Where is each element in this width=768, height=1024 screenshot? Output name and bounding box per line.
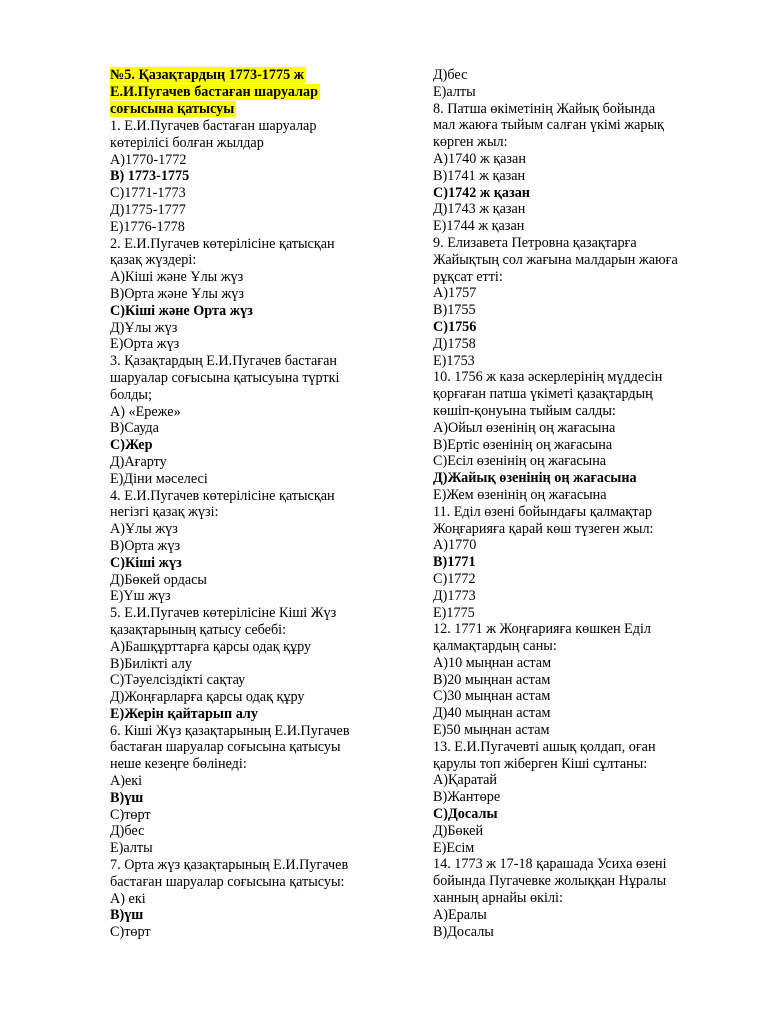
- title-line: соғысына қатысуы: [110, 101, 235, 117]
- text-line: В)Ертіс өзенінің оң жағасына: [433, 436, 613, 453]
- text-line: С)төрт: [110, 924, 151, 941]
- right-question-list: [433, 67, 723, 940]
- text-line: 7. Орта жүз қазақтарының Е.И.Пугачев: [110, 857, 349, 874]
- text-line: В)Орта және Ұлы жүз: [110, 285, 244, 302]
- text-line: мал жаюға тыйым салған үкімі жарық: [433, 117, 664, 134]
- text-line: 9. Елизавета Петровна қазақтарға: [433, 234, 637, 251]
- text-line: Е)1775: [433, 604, 475, 621]
- text-line: Е)Орта жүз: [110, 336, 180, 353]
- text-line: Е)50 мыңнан астам: [433, 722, 550, 739]
- text-line: бастаған шаруалар соғысына қатысуы: [110, 739, 341, 756]
- correct-answer-line: В)үш: [110, 789, 144, 806]
- text-line: Д)Жоңғарларға қарсы одақ құру: [110, 689, 305, 706]
- text-line: С)1771-1773: [110, 185, 186, 202]
- text-line: А)1740 ж қазан: [433, 150, 526, 167]
- text-line: Е)Жем өзенінің оң жағасына: [433, 486, 607, 503]
- text-line: 11. Еділ өзені бойындағы қалмақтар: [433, 503, 652, 520]
- text-line: В)20 мыңнан астам: [433, 671, 551, 688]
- correct-answer-line: Е)Жерін қайтарып алу: [110, 705, 258, 722]
- text-line: В)Сауда: [110, 420, 159, 437]
- text-line: 2. Е.И.Пугачев көтерілісіне қатысқан: [110, 235, 335, 252]
- text-line: С)Есіл өзенінің оң жағасына: [433, 453, 607, 470]
- text-line: Е)Есім: [433, 839, 475, 856]
- correct-answer-line: С)Жер: [110, 437, 153, 454]
- left-question-list: [110, 118, 400, 941]
- correct-answer-line: Д)Жайық өзенінің оң жағасына: [433, 470, 637, 487]
- correct-answer-line: В)үш: [110, 907, 144, 924]
- right-column: [433, 67, 723, 940]
- text-line: В)Билікті алу: [110, 655, 192, 672]
- text-line: Д)Ұлы жүз: [110, 319, 178, 336]
- text-line: Е)Діни мәселесі: [110, 470, 208, 487]
- text-line: қалмақтардың саны:: [433, 638, 557, 655]
- text-line: А)екі: [110, 773, 143, 790]
- text-line: рұқсат етті:: [433, 268, 503, 285]
- text-line: 6. Кіші Жүз қазақтарының Е.И.Пугачев: [110, 722, 350, 739]
- text-line: А)Ұлы жүз: [110, 521, 178, 538]
- text-line: В)Орта жүз: [110, 537, 181, 554]
- text-line: көтерілісі болған жылдар: [110, 134, 264, 151]
- text-line: бойында Пугачевке жолыққан Нұралы: [433, 873, 667, 890]
- title-line: №5. Қазақтардың 1773-1775 ж: [110, 67, 305, 83]
- text-line: 8. Патша өкіметінің Жайық бойында: [433, 100, 656, 117]
- text-line: С)30 мыңнан астам: [433, 688, 551, 705]
- text-line: негізгі қазақ жүзі:: [110, 504, 219, 521]
- text-line: Д)1758: [433, 335, 476, 352]
- text-line: қазақтарының қатысу себебі:: [110, 621, 287, 638]
- text-line: С)1772: [433, 570, 476, 587]
- text-line: А)Башқұрттарға қарсы одақ құру: [110, 638, 312, 655]
- text-line: Е)1744 ж қазан: [433, 218, 525, 235]
- left-column: [110, 67, 400, 941]
- text-line: В)1755: [433, 302, 476, 319]
- text-line: С)Тәуелсіздікті сақтау: [110, 672, 246, 689]
- text-line: Е)Үш жүз: [110, 588, 171, 605]
- text-line: көрген жыл:: [433, 134, 508, 151]
- correct-answer-line: С)Кіші жүз: [110, 554, 182, 571]
- section-title: [110, 67, 400, 118]
- text-line: А)Қаратай: [433, 772, 498, 789]
- text-line: Д)бес: [433, 67, 468, 83]
- text-line: 5. Е.И.Пугачев көтерілісіне Кіші Жүз: [110, 605, 337, 622]
- text-line: Е)алты: [110, 840, 153, 857]
- text-line: А)Кіші және Ұлы жүз: [110, 269, 244, 286]
- title-line: Е.И.Пугачев бастаған шаруалар: [110, 84, 319, 100]
- text-line: А) екі: [110, 890, 146, 907]
- text-line: шаруалар соғысына қатысуына түрткі: [110, 369, 340, 386]
- text-line: 14. 1773 ж 17-18 қарашада Усиха өзені: [433, 856, 667, 873]
- text-line: А)1770: [433, 537, 477, 554]
- text-line: А) «Ереже»: [110, 403, 181, 420]
- correct-answer-line: В)1771: [433, 554, 476, 571]
- correct-answer-line: С)Кіші және Орта жүз: [110, 302, 253, 319]
- text-line: 12. 1771 ж Жоңғарияға көшкен Еділ: [433, 621, 652, 638]
- text-line: А)1757: [433, 285, 477, 302]
- text-line: А)1770-1772: [110, 151, 187, 168]
- text-line: В)Жантөре: [433, 789, 501, 806]
- text-line: 13. Е.И.Пугачевті ашық қолдап, оған: [433, 738, 656, 755]
- text-line: Жайықтың сол жағына малдарын жаюға: [433, 251, 678, 268]
- text-line: В)Досалы: [433, 923, 494, 940]
- correct-answer-line: С)1742 ж қазан: [433, 184, 530, 201]
- text-line: Е)1753: [433, 352, 475, 369]
- text-line: 1. Е.И.Пугачев бастаған шаруалар: [110, 118, 317, 134]
- text-line: қорғаған патша үкіметі қазақтардың: [433, 386, 653, 403]
- text-line: 4. Е.И.Пугачев көтерілісіне қатысқан: [110, 487, 335, 504]
- text-line: Д)1775-1777: [110, 201, 186, 218]
- text-line: Д)бес: [110, 823, 145, 840]
- text-line: Жоңғарияға қарай көш түзеген жыл:: [433, 520, 654, 537]
- text-line: Д)Ағарту: [110, 453, 167, 470]
- text-line: Д)Бөкей: [433, 822, 484, 839]
- text-line: Д)1743 ж қазан: [433, 201, 526, 218]
- text-line: 10. 1756 ж каза әскерлерінің мүддесін: [433, 369, 663, 386]
- text-line: болды;: [110, 386, 152, 403]
- text-line: А)Ералы: [433, 906, 487, 923]
- text-line: В)1741 ж қазан: [433, 167, 526, 184]
- text-line: Д)Бөкей ордасы: [110, 571, 207, 588]
- text-line: Е)1776-1778: [110, 218, 185, 235]
- text-line: А)Ойыл өзенінің оң жағасына: [433, 419, 616, 436]
- correct-answer-line: С)1756: [433, 318, 477, 335]
- text-line: С)төрт: [110, 806, 151, 823]
- text-line: ханның арнайы өкілі:: [433, 890, 563, 907]
- text-line: қарулы топ жіберген Кіші сұлтаны:: [433, 755, 648, 772]
- correct-answer-line: В) 1773-1775: [110, 168, 190, 185]
- text-line: Е)алты: [433, 83, 476, 100]
- text-line: Д)40 мыңнан астам: [433, 705, 551, 722]
- text-line: қазақ жүздері:: [110, 252, 197, 269]
- text-line: неше кезеңге бөлінеді:: [110, 756, 247, 773]
- text-line: А)10 мыңнан астам: [433, 654, 552, 671]
- text-line: Д)1773: [433, 587, 476, 604]
- text-line: 3. Қазақтардың Е.И.Пугачев бастаған: [110, 353, 337, 370]
- text-line: көшіп-қонуына тыйым салды:: [433, 402, 616, 419]
- text-line: бастаған шаруалар соғысына қатысуы:: [110, 873, 345, 890]
- correct-answer-line: С)Досалы: [433, 806, 498, 823]
